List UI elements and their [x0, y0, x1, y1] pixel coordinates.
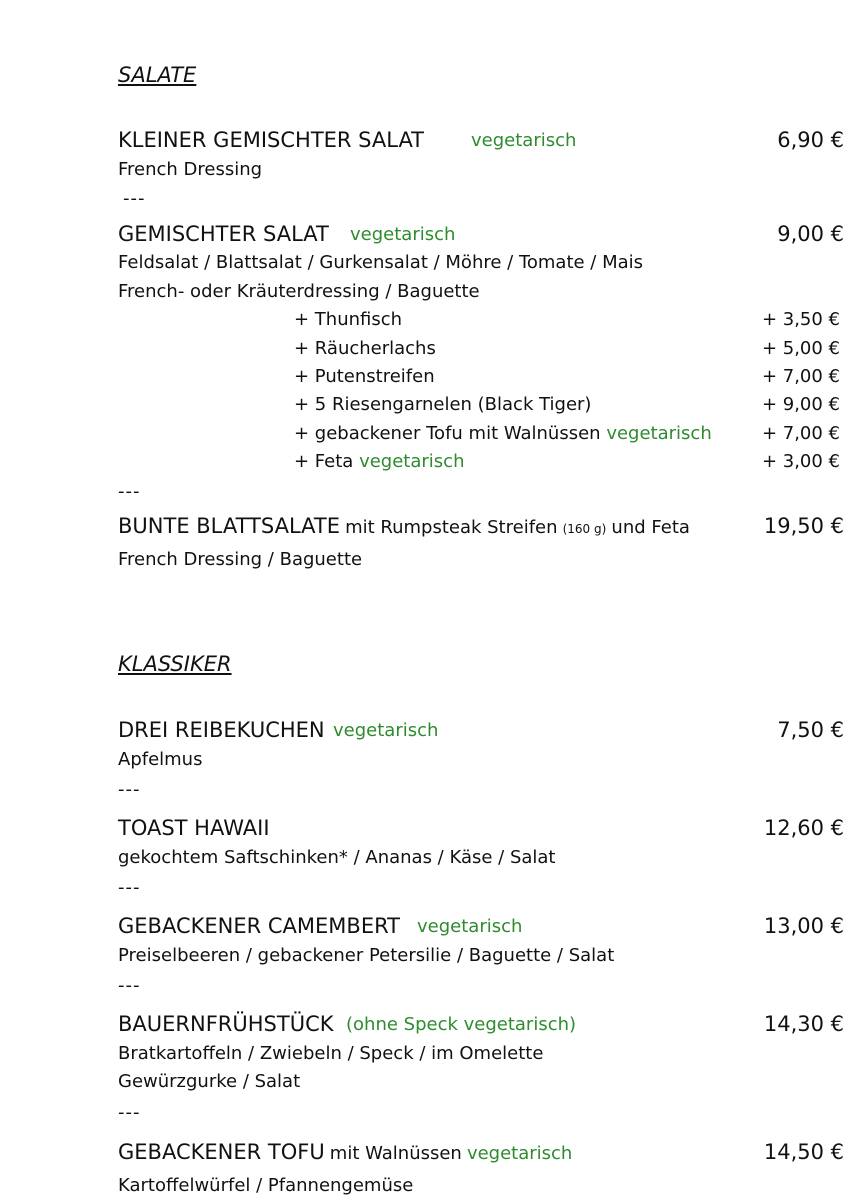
veg-label: vegetarisch	[606, 423, 712, 444]
item-name-toast-hawaii: TOAST HAWAII	[118, 816, 270, 840]
item-name-kleiner-salat: KLEINER GEMISCHTER SALAT	[118, 128, 425, 152]
item-description: French- oder Kräuterdressing / Baguette	[118, 281, 480, 302]
item-price: 14,50 €	[763, 1140, 844, 1164]
item-name-camembert: GEBACKENER CAMEMBERT	[118, 914, 400, 938]
separator: ---	[118, 877, 141, 898]
addon-label	[294, 423, 712, 444]
item-description: Kartoffelwürfel / Pfannengemüse	[118, 1175, 414, 1196]
item-detail: und Feta	[611, 517, 690, 538]
addon-label: + Thunfisch	[294, 309, 403, 330]
veg-label: vegetarisch	[359, 451, 465, 472]
item-description: Apfelmus	[118, 749, 203, 770]
addon-label-text: + Feta	[294, 451, 354, 472]
addon-price: + 7,00 €	[761, 366, 840, 387]
item-name-bunte-blattsalate	[118, 514, 690, 538]
item-price: 13,00 €	[763, 914, 844, 938]
separator: ---	[123, 188, 146, 209]
addon-label	[294, 451, 464, 472]
veg-label: vegetarisch	[417, 916, 523, 937]
veg-label: (ohne Speck vegetarisch)	[346, 1014, 577, 1035]
item-price: 7,50 €	[777, 718, 844, 742]
item-name-reibekuchen: DREI REIBEKUCHEN	[118, 718, 325, 742]
item-price: 12,60 €	[763, 816, 844, 840]
separator: ---	[118, 1102, 141, 1123]
item-description: French Dressing / Baguette	[118, 549, 363, 570]
item-description: Bratkartoffeln / Zwiebeln / Speck / im Omelette	[118, 1043, 544, 1064]
item-weight: (160 g)	[562, 522, 607, 536]
veg-label: vegetarisch	[350, 224, 456, 245]
item-description: Feldsalat / Blattsalat / Gurkensalat / Möhre / Tomate / Mais	[118, 252, 644, 273]
item-price: 19,50 €	[763, 514, 844, 538]
section-title-klassiker: KLASSIKER	[118, 652, 232, 676]
item-description: gekochtem Saftschinken* / Ananas / Käse / Salat	[118, 847, 556, 868]
veg-label: vegetarisch	[466, 1143, 573, 1164]
addon-label-text: + gebackener Tofu mit Walnüssen	[294, 423, 601, 444]
addon-price: + 3,50 €	[761, 309, 840, 330]
addon-price: + 7,00 €	[761, 423, 840, 444]
item-name-gemischter-salat: GEMISCHTER SALAT	[118, 222, 329, 246]
item-name: GEBACKENER TOFU	[118, 1140, 325, 1164]
item-name: BUNTE BLATTSALATE	[118, 514, 340, 538]
item-description: Preiselbeeren / gebackener Petersilie / Baguette / Salat	[118, 945, 615, 966]
veg-label: vegetarisch	[471, 130, 577, 151]
addon-label: + Räucherlachs	[294, 338, 436, 359]
addon-label: + 5 Riesengarnelen (Black Tiger)	[294, 394, 592, 415]
item-price: 9,00 €	[777, 222, 844, 246]
section-title-salate: SALATE	[118, 63, 197, 87]
veg-label: vegetarisch	[333, 720, 439, 741]
item-description: French Dressing	[118, 159, 263, 180]
item-description: Gewürzgurke / Salat	[118, 1071, 301, 1092]
addon-label: + Putenstreifen	[294, 366, 435, 387]
item-name-gebackener-tofu	[118, 1140, 572, 1164]
separator: ---	[118, 481, 141, 502]
item-price: 6,90 €	[777, 128, 844, 152]
addon-price: + 9,00 €	[761, 394, 840, 415]
separator: ---	[118, 975, 141, 996]
item-detail: mit Rumpsteak Streifen	[345, 517, 558, 538]
addon-price: + 3,00 €	[761, 451, 840, 472]
item-detail: mit Walnüssen	[329, 1143, 462, 1164]
separator: ---	[118, 779, 141, 800]
addon-price: + 5,00 €	[761, 338, 840, 359]
item-name-bauernfruehstueck: BAUERNFRÜHSTÜCK	[118, 1012, 334, 1036]
item-price: 14,30 €	[763, 1012, 844, 1036]
